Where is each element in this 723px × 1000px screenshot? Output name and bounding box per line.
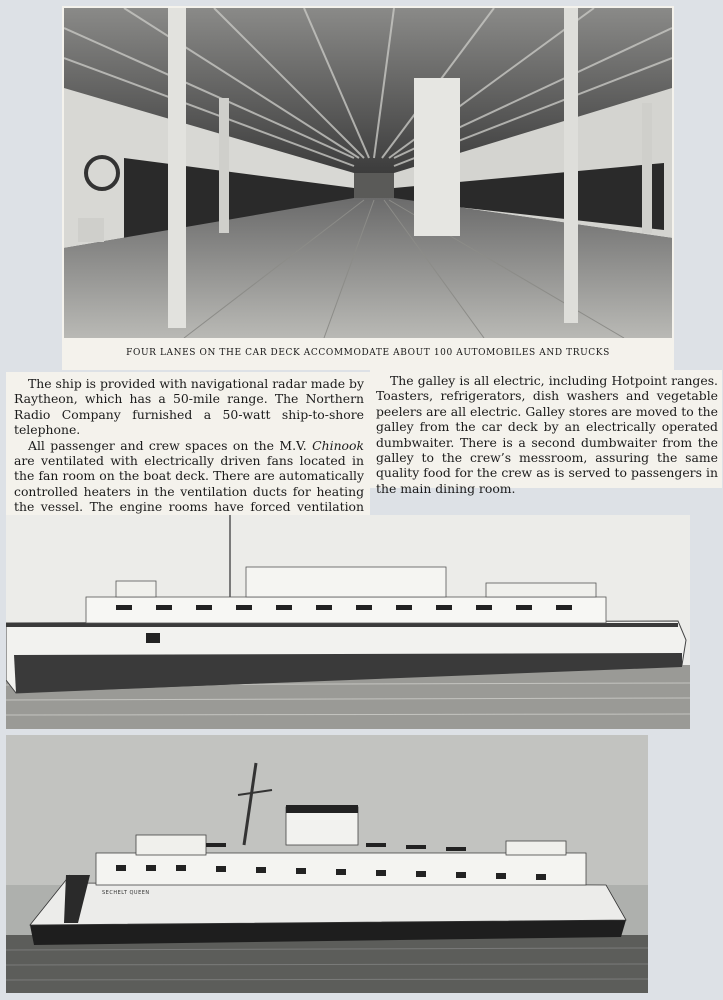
hull-name-label: SECHELT QUEEN — [102, 890, 150, 896]
radar-paragraph: The ship is provided with navigational radar made by Raytheon, which has a 50-mile range. The Northern Radio Company furnished a 50-watt ship-to-shore telephone. — [14, 376, 364, 438]
ferry-underway-photo — [6, 735, 648, 993]
ventilation-paragraph: All passenger and crew spaces on the M.V. Chinook are ventilated with electrically driven fans located in the fan room on the boat deck. There are automatically controlled heaters in the ventilation ducts for heating the vessel. The engine rooms have forced ventilation — [14, 437, 364, 515]
left-text-column — [14, 376, 364, 530]
right-text-column — [376, 373, 718, 496]
photo-caption: FOUR LANES ON THE CAR DECK ACCOMMODATE ABOUT 100 AUTOMOBILES AND TRUCKS — [126, 348, 610, 358]
galley-paragraph: The galley is all electric, including Hotpoint ranges. Toasters, refrigerators, dish washers and vegetable peelers are all electric. Galley stores are moved to the galley from the car deck by an electrically operated dumbwaiter. There is a second dumbwaiter from the galley to the crew’s messroom, assuring the same quality food for the crew as is served to passengers in the main dining room. — [376, 373, 718, 496]
ship-side-photo — [6, 515, 690, 729]
car-deck-photo — [64, 8, 672, 338]
ship-name: Chinook — [312, 437, 364, 453]
